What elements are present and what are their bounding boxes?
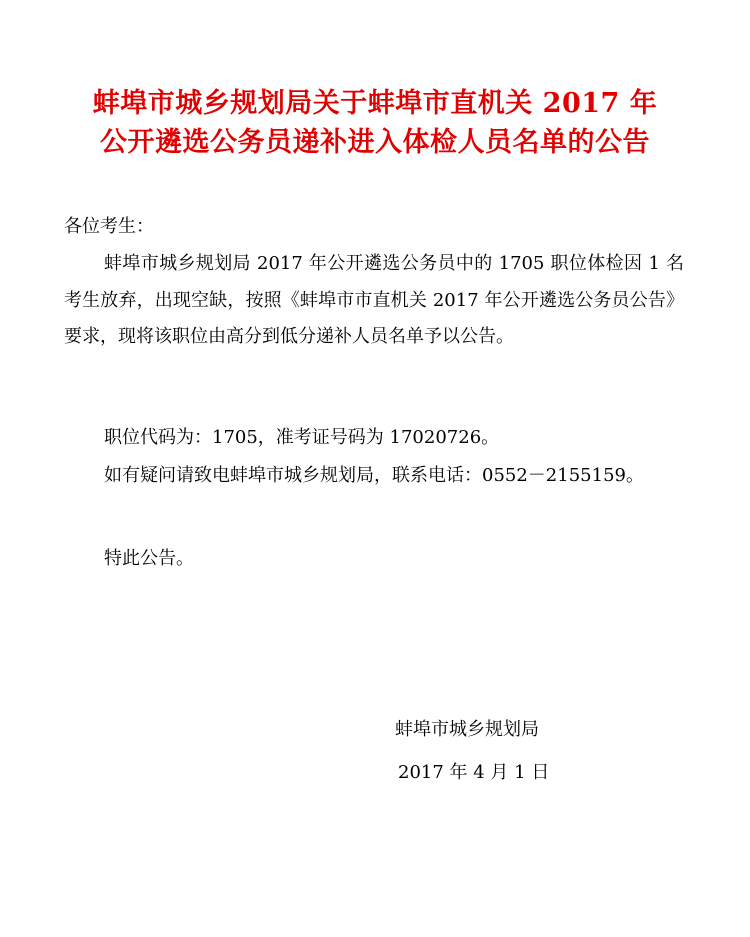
job-info-line: 职位代码为：1705，准考证号码为 17020726。	[104, 427, 500, 448]
signature-date: 2017 年 4 月 1 日	[398, 762, 550, 783]
notice-title-line2: 公开遴选公务员递补进入体检人员名单的公告	[100, 127, 650, 158]
closing-line: 特此公告。	[104, 548, 194, 569]
salutation: 各位考生：	[64, 216, 154, 237]
signature-organization: 蚌埠市城乡规划局	[395, 719, 539, 740]
notice-title-line1: 蚌埠市城乡规划局关于蚌埠市直机关 2017 年	[92, 88, 658, 119]
contact-paragraph: 如有疑问请致电蚌埠市城乡规划局，联系电话：0552－2155159。	[104, 465, 644, 486]
main-paragraph: 蚌埠市城乡规划局 2017 年公开遴选公务员中的 1705 职位体检因 1 名考生放弃，出现空缺，按照《蚌埠市市直机关 2017 年公开遴选公务员公告》要求，现将该职位由高分到低分递补人员名单予以公告。	[64, 253, 684, 347]
